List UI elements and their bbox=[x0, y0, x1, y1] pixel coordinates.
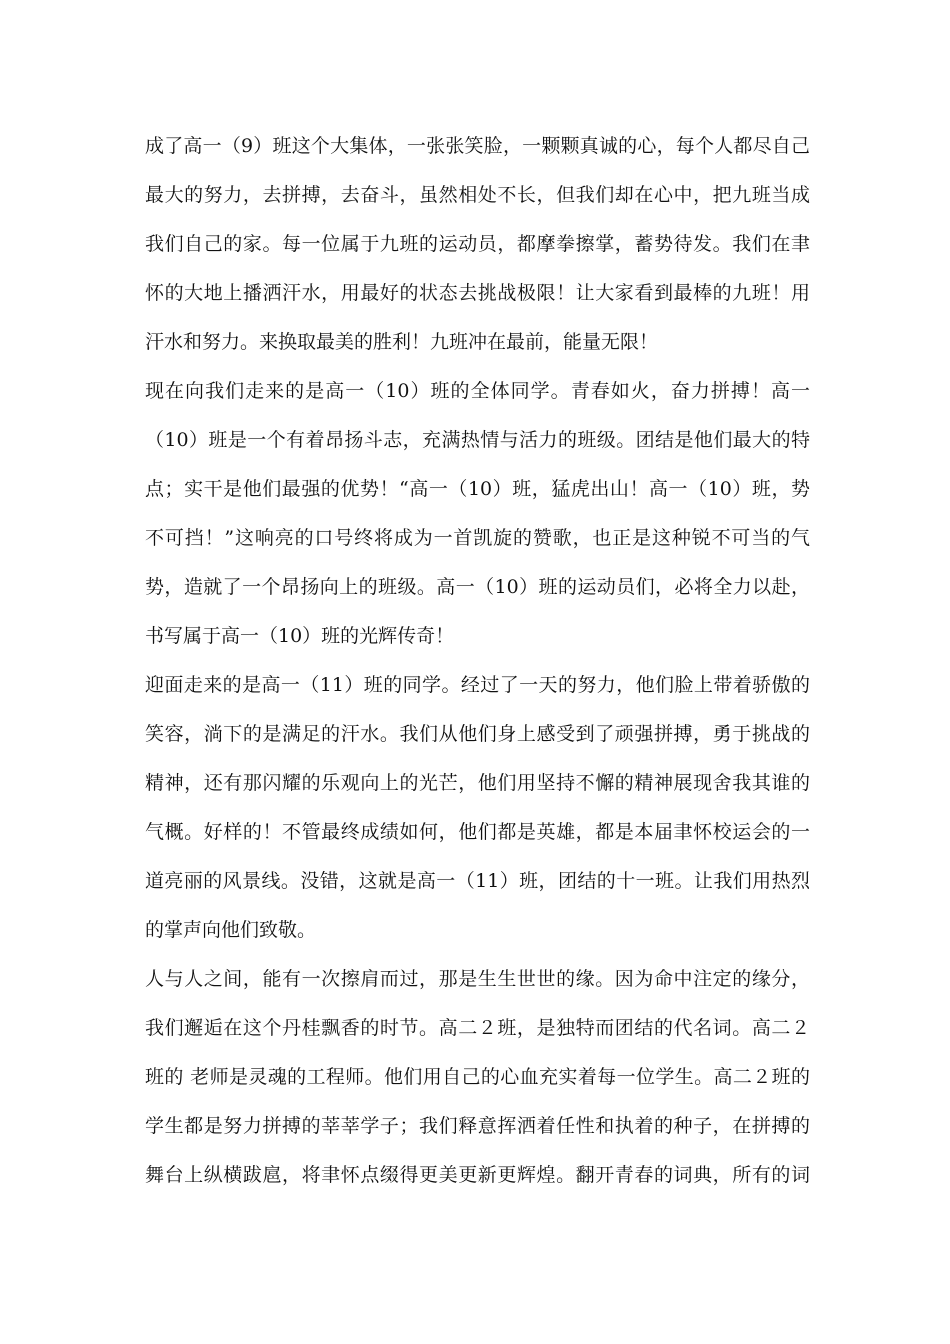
text-line: 最大的努力，去拼搏，去奋斗，虽然相处不长，但我们却在心中，把九班当成 bbox=[145, 184, 810, 206]
text-line: 学生都是努力拼搏的莘莘学子；我们释意挥洒着任性和执着的种子，在拼搏的 bbox=[145, 1115, 810, 1137]
text-line: 书写属于高一（10）班的光辉传奇！ bbox=[145, 625, 455, 647]
text-line: 迎面走来的是高一（11）班的同学。经过了一天的努力，他们脸上带着骄傲的 bbox=[145, 674, 810, 696]
text-line: 成了高一（9）班这个大集体，一张张笑脸，一颗颗真诚的心，每个人都尽自己 bbox=[145, 135, 810, 157]
text-line: 现在向我们走来的是高一（10）班的全体同学。青春如火，奋力拼搏！高一 bbox=[145, 380, 810, 402]
text-line: 舞台上纵横跋扈，将聿怀点缀得更美更新更辉煌。翻开青春的词典，所有的词 bbox=[145, 1164, 810, 1186]
text-line: 点；实干是他们最强的优势！“高一（10）班，猛虎出山！高一（10）班，势 bbox=[145, 478, 810, 500]
text-line: 势，造就了一个昂扬向上的班级。高一（10）班的运动员们，必将全力以赴， bbox=[145, 576, 810, 598]
text-line: 不可挡！”这响亮的口号终将成为一首凯旋的赞歌，也正是这种锐不可当的气 bbox=[145, 527, 810, 549]
text-line: 人与人之间，能有一次擦肩而过，那是生生世世的缘。因为命中注定的缘分， bbox=[145, 968, 810, 990]
text-line: 道亮丽的风景线。没错，这就是高一（11）班，团结的十一班。让我们用热烈 bbox=[145, 870, 810, 892]
text-line: 精神，还有那闪耀的乐观向上的光芒，他们用坚持不懈的精神展现舍我其谁的 bbox=[145, 772, 810, 794]
document-body bbox=[145, 122, 810, 1200]
text-line: 我们自己的家。每一位属于九班的运动员，都摩拳擦掌，蓄势待发。我们在聿 bbox=[145, 233, 810, 255]
text-line: 班的 老师是灵魂的工程师。他们用自己的心血充实着每一位学生。高二２班的 bbox=[145, 1066, 810, 1088]
text-line: 笑容，淌下的是满足的汗水。我们从他们身上感受到了顽强拼搏，勇于挑战的 bbox=[145, 723, 810, 745]
text-line: （10）班是一个有着昂扬斗志，充满热情与活力的班级。团结是他们最大的特 bbox=[145, 429, 810, 451]
text-line: 怀的大地上播洒汗水，用最好的状态去挑战极限！让大家看到最棒的九班！用 bbox=[145, 282, 810, 304]
text-line: 的掌声向他们致敬。 bbox=[145, 919, 317, 941]
text-line: 我们邂逅在这个丹桂飘香的时节。高二２班，是独特而团结的代名词。高二２ bbox=[145, 1017, 810, 1039]
text-line: 气概。好样的！不管最终成绩如何，他们都是英雄，都是本届聿怀校运会的一 bbox=[145, 821, 810, 843]
text-line: 汗水和努力。来换取最美的胜利！九班冲在最前，能量无限！ bbox=[145, 331, 659, 353]
